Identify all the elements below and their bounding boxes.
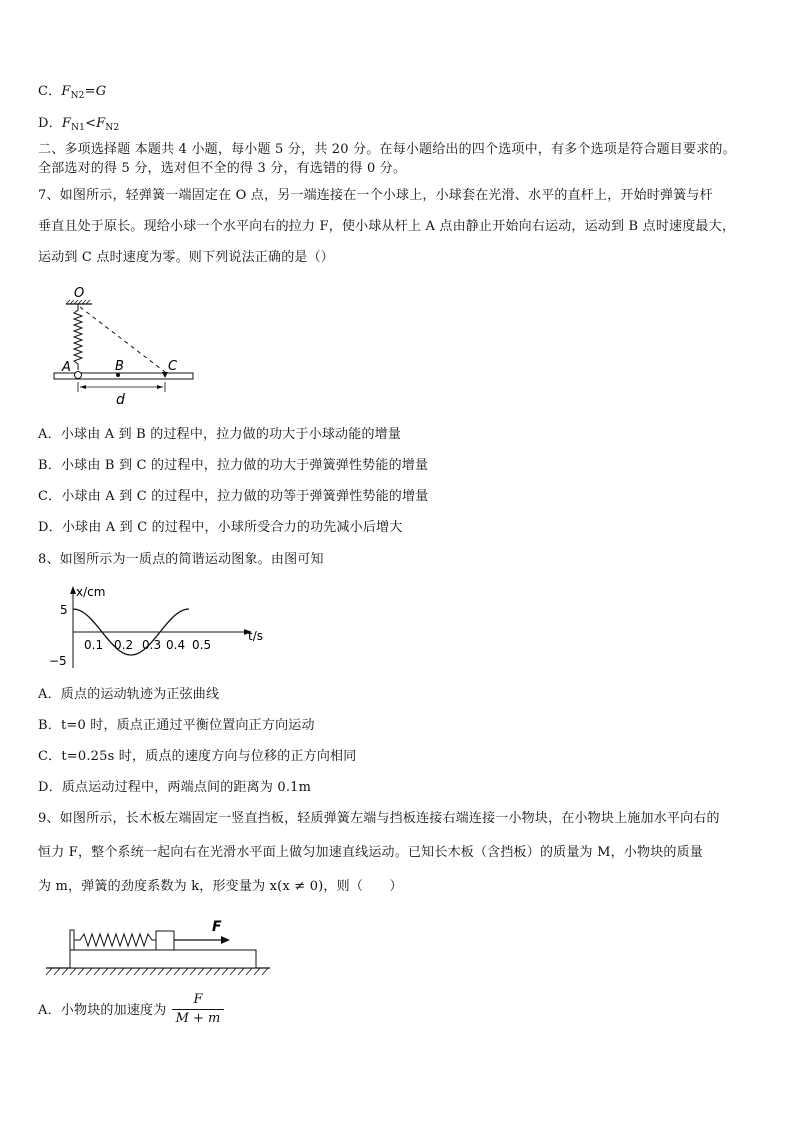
q8-x-tick-0.5: 0.5 (192, 638, 212, 652)
q8-stem: 8、如图所示为一质点的简谐运动图象。由图可知 (38, 552, 324, 567)
q6-option-c: C．$F_{N2}=G$ (38, 84, 107, 101)
fraction-denominator: M + m (175, 1011, 221, 1026)
q8-x-tick-0.1: 0.1 (84, 638, 104, 652)
q8-y-tick-5: 5 (60, 603, 68, 617)
q9-option-a: A．小物块的加速度为 (38, 1003, 167, 1018)
q7-label-d: d (116, 392, 125, 408)
q8-x-tick-0.4: 0.4 (166, 638, 186, 652)
q8-x-tick-0.2: 0.2 (114, 638, 134, 652)
q9-stem-1: 9、如图所示，长木板左端固定一竖直挡板，轻质弹簧左端与挡板连接右端连接一小物块，在小物块上施加水平向右的 (38, 811, 720, 826)
q7-label-a: A (62, 360, 71, 375)
q9-option-a-fraction (172, 992, 224, 1027)
q8-y-axis-label: x/cm (76, 585, 106, 599)
q8-x-tick-0.3: 0.3 (142, 638, 162, 652)
q7-option-d: D．小球由 A 到 C 的过程中，小球所受合力的功先减小后增大 (38, 520, 403, 535)
q7-label-o: O (74, 286, 85, 301)
q8-option-a: A．质点的运动轨迹为正弦曲线 (38, 687, 220, 702)
q8-x-axis-label: t/s (248, 629, 263, 643)
q9-stem-2: 恒力 F，整个系统一起向右在光滑水平面上做匀加速直线运动。已知长木板（含挡板）的质量为 M，小物块的质量 (38, 845, 703, 860)
q8-option-c: C．t=0.25s 时，质点的速度方向与位移的正方向相同 (38, 749, 357, 764)
q8-y-tick-neg5: −5 (49, 654, 67, 668)
q7-option-a: A．小球由 A 到 B 的过程中，拉力做的功大于小球动能的增量 (38, 427, 402, 442)
q7-stem-3: 运动到 C 点时速度为零。则下列说法正确的是（） (38, 250, 335, 265)
q7-label-c: C (168, 359, 178, 374)
q7-label-b: B (115, 359, 124, 374)
q6-option-d: D．$F_{N1}<F_{N2}$ (38, 116, 120, 133)
q8-option-d: D．质点运动过程中，两端点间的距离为 0.1m (38, 780, 312, 795)
fraction-bar (172, 1009, 224, 1010)
section2-instructions-1: 二、多项选择题 本题共 4 小题，每小题 5 分，共 20 分。在每小题给出的四个选项中，有多个选项是符合题目要求的。 (38, 142, 736, 157)
q7-option-b: B．小球由 B 到 C 的过程中，拉力做的功大于弹簧弹性势能的增量 (38, 458, 429, 473)
section2-instructions-2: 全部选对的得 5 分，选对但不全的得 3 分，有选错的得 0 分。 (38, 161, 407, 176)
q8-option-b: B．t=0 时，质点正通过平衡位置向正方向运动 (38, 718, 315, 733)
fraction-numerator: F (193, 992, 203, 1007)
q7-stem-2: 垂直且处于原长。现给小球一个水平向右的拉力 F，使小球从杆上 A 点由静止开始向右运动，运动到 B 点时速度最大， (38, 219, 736, 234)
q9-stem-3: 为 m，弹簧的劲度系数为 k，形变量为 x(x ≠ 0)，则（ ） (38, 879, 403, 894)
q7-option-c: C．小球由 A 到 C 的过程中，拉力做的功等于弹簧弹性势能的增量 (38, 489, 429, 504)
q9-force-label: F (212, 919, 222, 935)
q7-stem-1: 7、如图所示，轻弹簧一端固定在 O 点，另一端连接在一个小球上，小球套在光滑、水平的直杆上，开始时弹簧与杆 (38, 188, 713, 203)
